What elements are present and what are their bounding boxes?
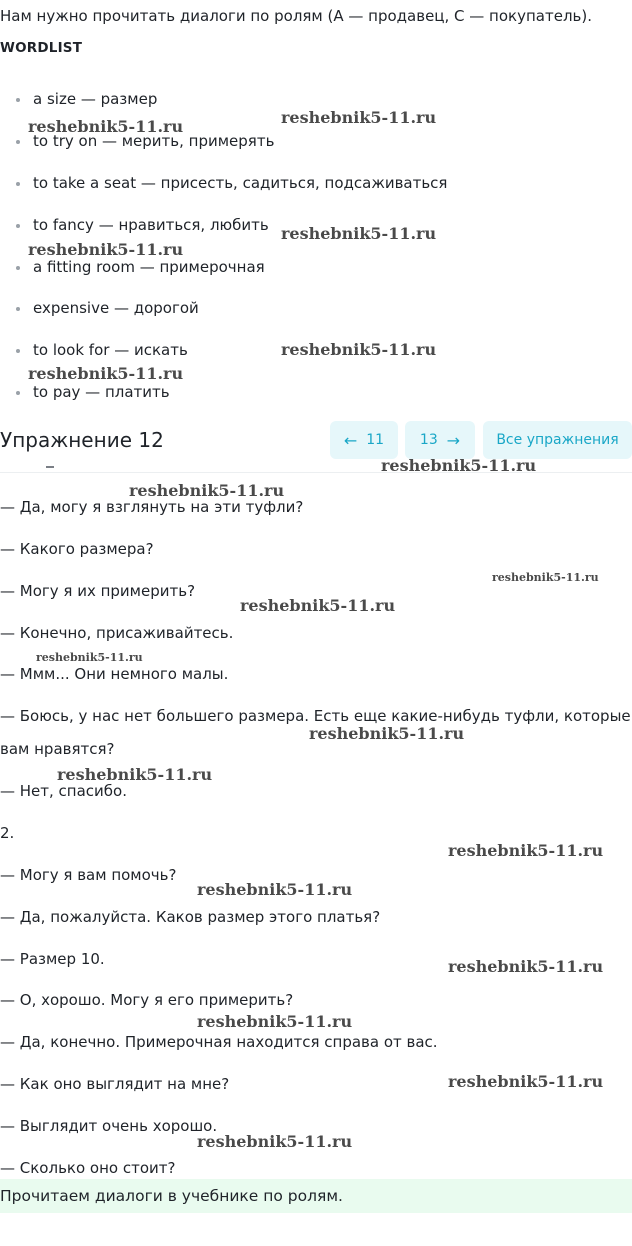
arrow-right-icon: → [446,430,461,450]
watermark: reshebnik5-11.ru [36,651,143,664]
dialog-line: — Конечно, присаживайтесь. [0,624,234,642]
intro-text: Нам нужно прочитать диалоги по ролям (А — продавец, С — покупатель). [0,7,592,25]
word-text: to fancy — нравиться, любить [33,216,269,234]
prev-exercise-label: 11 [366,432,385,448]
watermark: reshebnik5-11.ru [28,117,184,136]
word-text: expensive — дорогой [33,299,199,317]
bullet-icon [16,307,20,311]
watermark: reshebnik5-11.ru [448,1072,604,1091]
dialog-line: — Могу я вам помочь? [0,866,177,884]
exercise-title: Упражнение 12 [0,428,164,452]
watermark: reshebnik5-11.ru [129,481,285,500]
bullet-icon [16,224,20,228]
word-text: a size — размер [33,90,158,108]
bullet-icon [16,391,20,395]
watermark: reshebnik5-11.ru [197,1012,353,1031]
watermark: reshebnik5-11.ru [448,957,604,976]
word-text: to try on — мерить, примерять [33,132,275,150]
watermark: reshebnik5-11.ru [281,340,437,359]
next-exercise-label: 13 [419,432,438,448]
word-text: to look for — искать [33,341,188,359]
watermark: reshebnik5-11.ru [448,841,604,860]
dialog-line: — Да, могу я взглянуть на эти туфли? [0,498,304,516]
dialog-line: — Нет, спасибо. [0,782,127,800]
word-text: to pay — платить [33,383,170,401]
dialog-number: 2. [0,824,15,842]
arrow-left-icon: ← [343,430,358,450]
dialog-line: — Выглядит очень хорошо. [0,1117,218,1135]
dialog-line: — Размер 10. [0,950,105,968]
bullet-icon [16,98,20,102]
dialog-line: — Ммм... Они немного малы. [0,665,229,683]
dialog-line: — Могу я их примерить? [0,582,196,600]
bullet-icon [16,182,20,186]
bullet-icon [16,266,20,270]
header-divider [0,472,632,473]
watermark: reshebnik5-11.ru [281,108,437,127]
watermark: reshebnik5-11.ru [28,240,184,259]
all-exercises-button[interactable]: Все упражнения [483,421,632,459]
answer-box [0,1179,632,1213]
watermark: reshebnik5-11.ru [197,1132,353,1151]
word-text: to take a seat — присесть, садиться, подсаживаться [33,174,448,192]
answer-text: Прочитаем диалоги в учебнике по ролям. [0,1187,343,1205]
watermark: reshebnik5-11.ru [281,224,437,243]
prev-exercise-button[interactable] [330,421,398,459]
watermark: reshebnik5-11.ru [197,880,353,899]
word-text: a fitting room — примерочная [33,258,265,276]
dialog-line: — Как оно выглядит на мне? [0,1075,230,1093]
dialog-line: — Сколько оно стоит? [0,1159,176,1177]
bullet-icon [16,349,20,353]
watermark: reshebnik5-11.ru [240,596,396,615]
dialog-line: — Да, конечно. Примерочная находится справа от вас. [0,1033,438,1051]
dialog-line: — Какого размера? [0,540,154,558]
watermark: reshebnik5-11.ru [381,456,537,475]
dialog-line: — Боюсь, у нас нет большего размера. Есть еще какие-нибудь туфли, которые [0,707,631,725]
watermark: reshebnik5-11.ru [309,724,465,743]
watermark: reshebnik5-11.ru [492,571,599,584]
watermark: reshebnik5-11.ru [28,364,184,383]
dialog-line: — О, хорошо. Могу я его примерить? [0,991,294,1009]
wordlist-heading: WORDLIST [0,40,83,56]
next-exercise-button[interactable] [405,421,475,459]
bullet-icon [16,140,20,144]
dialog-line: — Да, пожалуйста. Каков размер этого платья? [0,908,381,926]
watermark: reshebnik5-11.ru [57,765,213,784]
cut-off-text-fragment [46,462,54,468]
dialog-line: вам нравятся? [0,740,115,758]
